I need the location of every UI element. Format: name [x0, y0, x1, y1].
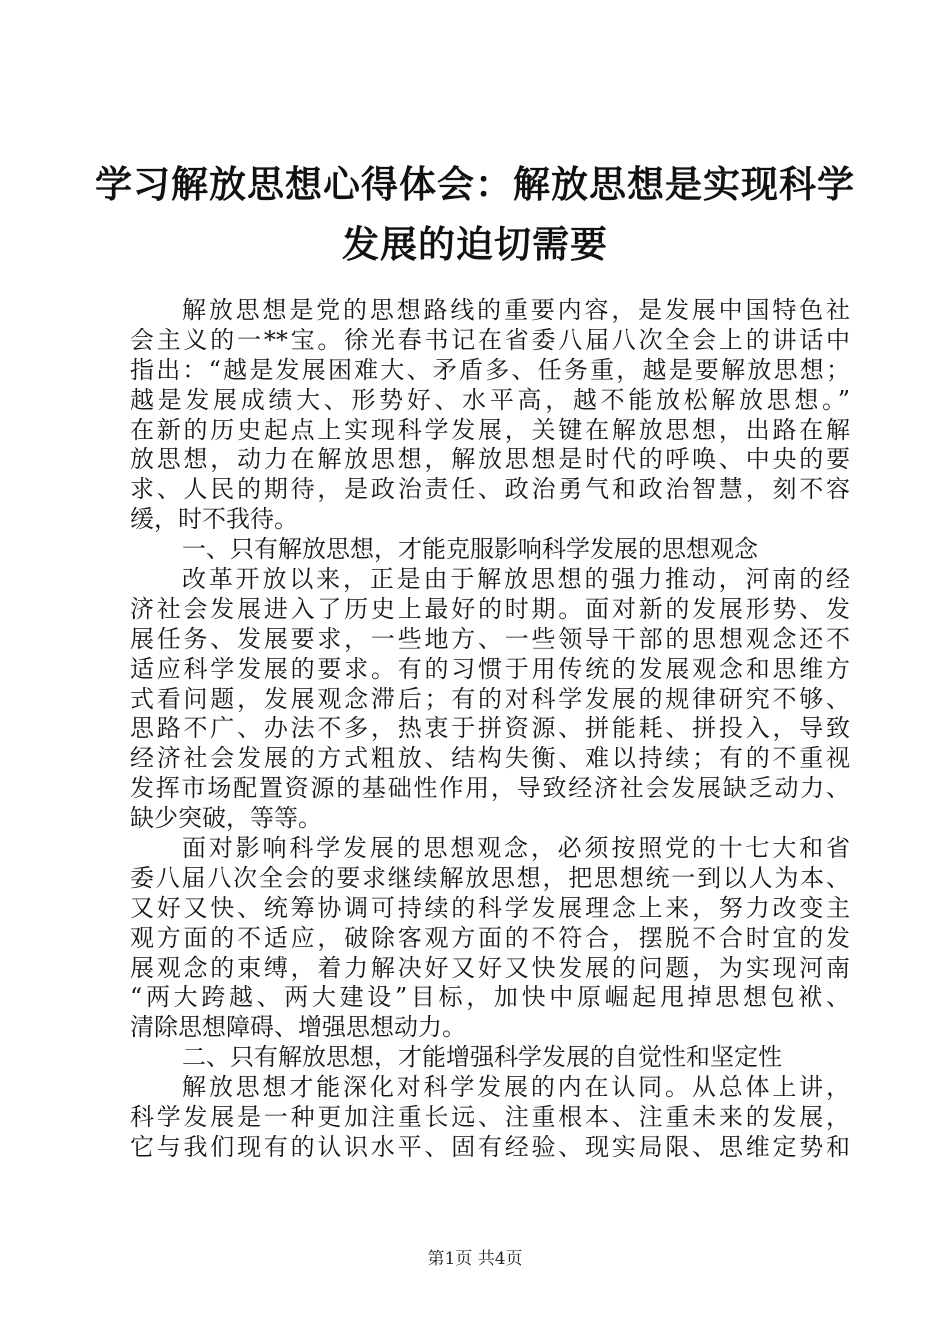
body-line: 改革开放以来，正是由于解放思想的强力推动，河南的经 [182, 565, 850, 594]
body-line: 放思想，动力在解放思想，解放思想是时代的呼唤、中央的要 [130, 445, 850, 474]
body-line: 清除思想障碍、增强思想动力。 [130, 1013, 466, 1042]
body-line: 适应科学发展的要求。有的习惯于用传统的发展观念和思维方 [130, 654, 850, 683]
body-line: 思路不广、办法不多，热衷于拼资源、拼能耗、拼投入，导致 [130, 714, 850, 743]
body-line: 它与我们现有的认识水平、固有经验、现实局限、思维定势和 [130, 1132, 850, 1161]
body-line: 经济社会发展的方式粗放、结构失衡、难以持续；有的不重视 [130, 744, 850, 773]
body-line: 在新的历史起点上实现科学发展，关键在解放思想，出路在解 [130, 415, 850, 444]
body-line: 科学发展是一种更加注重长远、注重根本、注重未来的发展， [130, 1103, 850, 1132]
body-line: 求、人民的期待，是政治责任、政治勇气和政治智慧，刻不容 [130, 475, 850, 504]
body-line: 委八届八次全会的要求继续解放思想，把思想统一到以人为本、 [130, 863, 850, 892]
body-line: 指出：“越是发展困难大、矛盾多、任务重，越是要解放思想； [130, 355, 850, 384]
body-line: 式看问题，发展观念滞后；有的对科学发展的规律研究不够、 [130, 684, 850, 713]
body-line: 解放思想才能深化对科学发展的内在认同。从总体上讲， [182, 1073, 850, 1102]
document-title-line-2: 发展的迫切需要 [342, 222, 608, 266]
body-line: 会主义的一**宝。徐光春书记在省委八届八次全会上的讲话中 [130, 325, 850, 354]
document-title-line-1: 学习解放思想心得体会：解放思想是实现科学 [95, 162, 855, 206]
body-line: 观方面的不适应，破除客观方面的不符合，摆脱不合时宜的发 [130, 923, 850, 952]
body-line: 展任务、发展要求，一些地方、一些领导干部的思想观念还不 [130, 624, 850, 653]
body-line: 二、只有解放思想，才能增强科学发展的自觉性和坚定性 [182, 1043, 782, 1072]
page-footer: 第1页 共4页 [427, 1249, 523, 1269]
body-line: 越是发展成绩大、形势好、水平高，越不能放松解放思想。” [130, 385, 850, 414]
body-line: 面对影响科学发展的思想观念，必须按照党的十七大和省 [182, 834, 850, 863]
body-line: 缺少突破，等等。 [130, 804, 322, 833]
body-line: “两大跨越、两大建设”目标，加快中原崛起甩掉思想包袱、 [130, 983, 850, 1012]
body-line: 缓，时不我待。 [130, 505, 298, 534]
body-line: 济社会发展进入了历史上最好的时期。面对新的发展形势、发 [130, 594, 850, 623]
body-line: 解放思想是党的思想路线的重要内容，是发展中国特色社 [182, 296, 850, 324]
body-line: 一、只有解放思想，才能克服影响科学发展的思想观念 [182, 535, 758, 564]
body-line: 又好又快、统筹协调可持续的科学发展理念上来，努力改变主 [130, 893, 850, 922]
body-line: 发挥市场配置资源的基础性作用，导致经济社会发展缺乏动力、 [130, 774, 850, 803]
document-body [130, 296, 850, 1163]
body-line: 展观念的束缚，着力解决好又好又快发展的问题，为实现河南 [130, 953, 850, 982]
